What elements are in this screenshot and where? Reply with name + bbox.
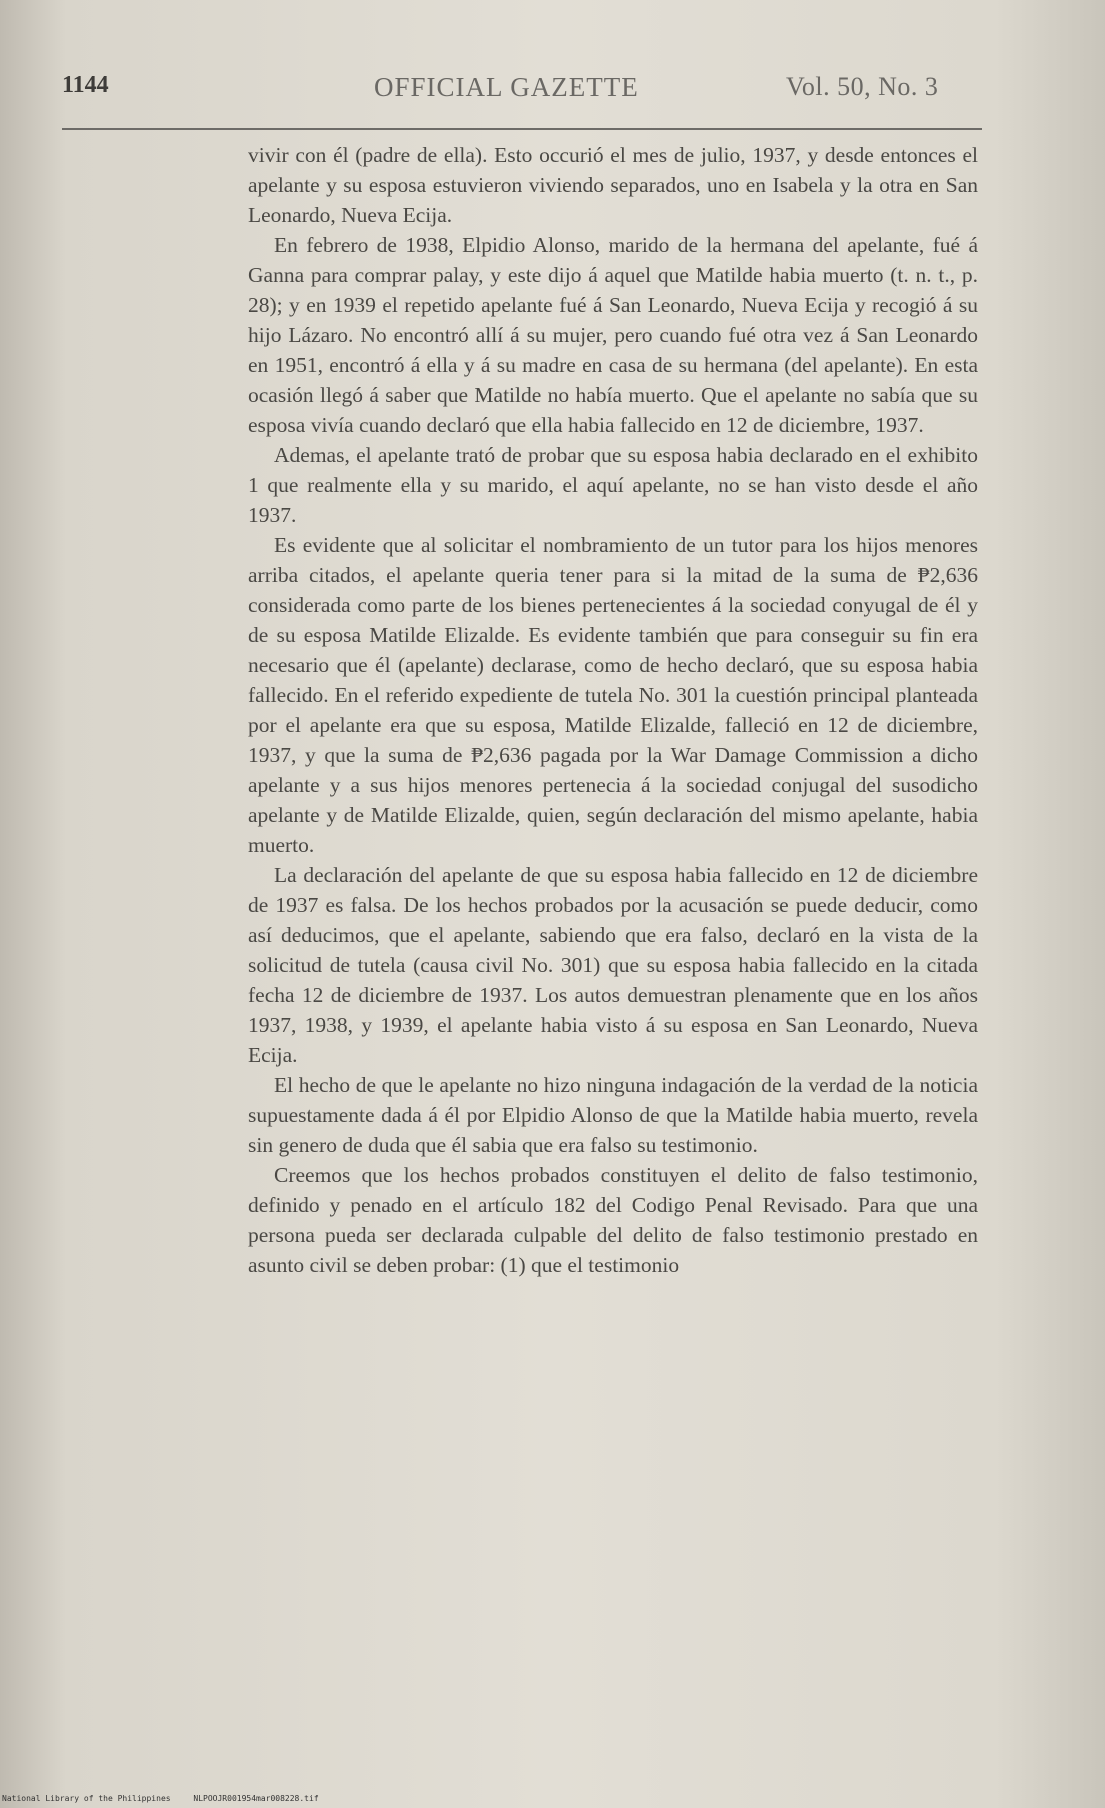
paragraph: La declaración del apelante de que su esposa habia fallecido en 12 de diciembre de 1937 es falsa. De los hechos probados por la acusación se puede deducir, como así deducimos, que el apelante, sabiendo que era falso, declaró en la vista de la solicitud de tutela (causa civil No. 301) que su esposa habia fallecido en la citada fecha 12 de diciembre de 1937. Los autos demuestran plenamente que en los años 1937, 1938, y 1939, el apelante habia visto á su esposa en San Leonardo, Nueva Ecija. xyxy=(248,863,978,1067)
scan-footer xyxy=(2,1794,337,1803)
paragraph: vivir con él (padre de ella). Esto occurió el mes de julio, 1937, y desde entonces el apelante y su esposa estuvieron viviendo separados, uno en Isabela y la otra en San Leonardo, Nueva Ecija. xyxy=(248,143,978,227)
paragraph: Ademas, el apelante trató de probar que su esposa habia declarado en el exhibito 1 que realmente ella y su marido, el aquí apelante, no se han visto desde el año 1937. xyxy=(248,443,978,527)
paragraph: En febrero de 1938, Elpidio Alonso, marido de la hermana del apelante, fué á Ganna para comprar palay, y este dijo á aquel que Matilde habia muerto (t. n. t., p. 28); y en 1939 el repetido apelante fué á San Leonardo, Nueva Ecija y recogió á su hijo Lázaro. No encontró allí á su mujer, pero cuando fué otra vez á San Leonardo en 1951, encontró á ella y á su madre en casa de su hermana (del apelante). En esta ocasión llegó á saber que Matilde no había muerto. Que el apelante no sabía que su esposa vivía cuando declaró que ella habia fallecido en 12 de diciembre, 1937. xyxy=(248,233,978,437)
paragraph: El hecho de que le apelante no hizo ninguna indagación de la verdad de la noticia supuestamente dada á él por Elpidio Alonso de que la Matilde habia muerto, revela sin genero de duda que él sabia que era falso su testimonio. xyxy=(248,1073,978,1157)
page-header xyxy=(62,72,982,112)
body-text xyxy=(248,140,978,1280)
file-name: NLPOOJR001954mar008228.tif xyxy=(193,1794,319,1803)
paragraph: Creemos que los hechos probados constituyen el delito de falso testimonio, definido y penado en el artículo 182 del Codigo Penal Revisado. Para que una persona pueda ser declarada culpable del delito de falso testimonio prestado en asunto civil se deben probar: (1) que el testimonio xyxy=(248,1163,978,1277)
running-title: OFFICIAL GAZETTE xyxy=(374,72,639,102)
paragraph: Es evidente que al solicitar el nombramiento de un tutor para los hijos menores arriba citados, el apelante queria tener para si la mitad de la suma de ₱2,636 considerada como parte de los bienes pertenecientes á la sociedad conyugal de él y de su esposa Matilde Elizalde. Es evidente también que para conseguir su fin era necesario que él (apelante) declarase, como de hecho declaró, que su esposa habia fallecido. En el referido expediente de tutela No. 301 la cuestión principal planteada por el apelante era que su esposa, Matilde Elizalde, falleció en 12 de diciembre, 1937, y que la suma de ₱2,636 pagada por la War Damage Commission a dicho apelante y a sus hijos menores pertenecia á la sociedad conjugal del susodicho apelante y de Matilde Elizalde, quien, según declaración del mismo apelante, habia muerto. xyxy=(248,533,978,857)
library-credit: National Library of the Philippines xyxy=(2,1794,171,1803)
page-number: 1144 xyxy=(62,72,109,98)
volume-number: Vol. 50, No. 3 xyxy=(786,72,939,101)
header-rule xyxy=(62,128,982,130)
